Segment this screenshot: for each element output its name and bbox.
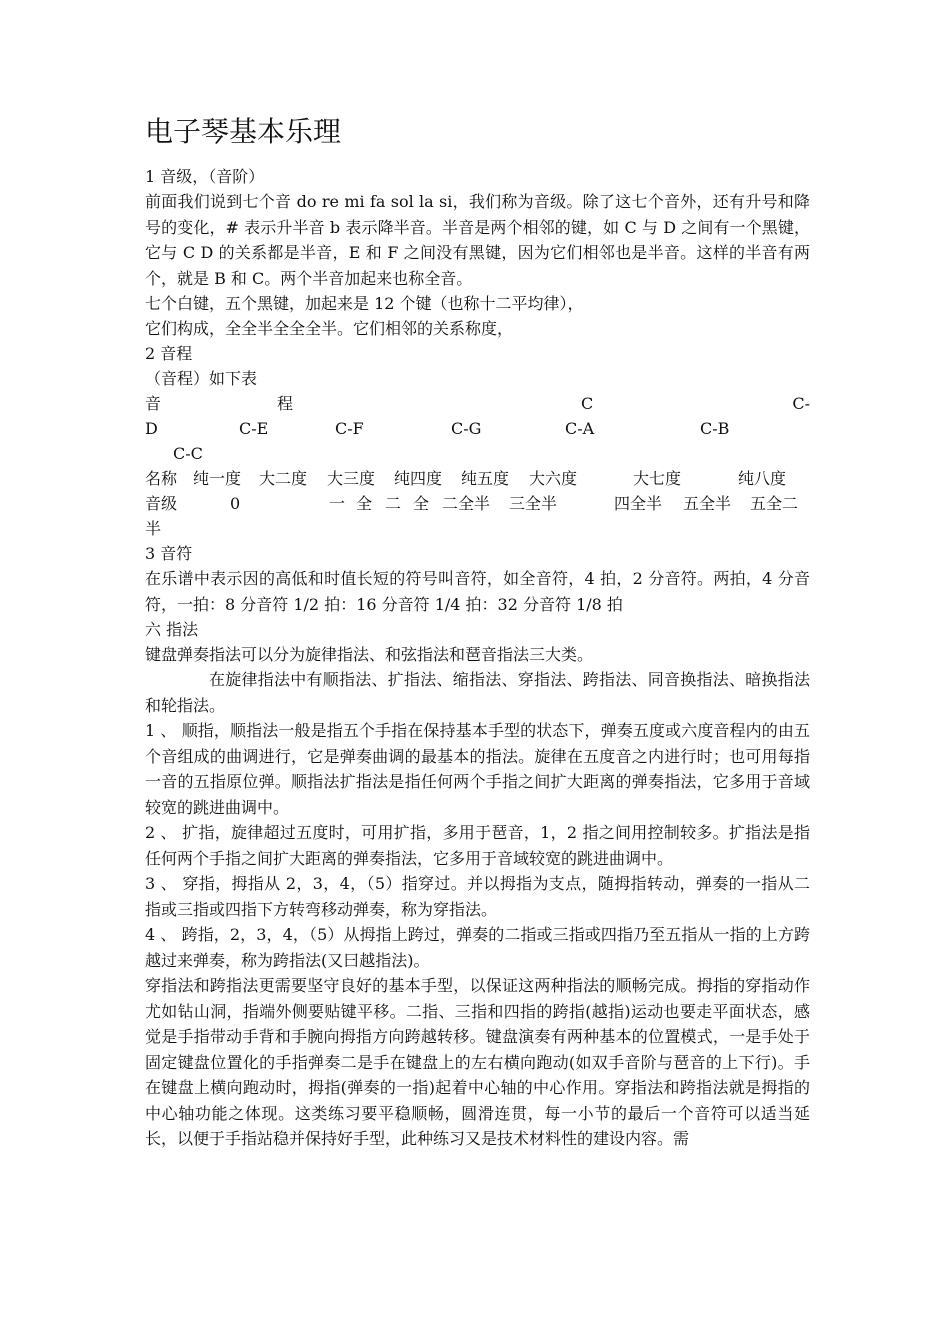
table-cell: C- bbox=[792, 394, 810, 413]
document-page bbox=[145, 112, 810, 1152]
page-title: 电子琴基本乐理 bbox=[145, 115, 342, 148]
table-cell: 大二度 bbox=[259, 469, 308, 488]
table-cell: 大六度 bbox=[529, 469, 578, 488]
interval-table-row-1 bbox=[145, 391, 810, 416]
interval-table-row-3 bbox=[145, 441, 810, 466]
table-cell: C-E bbox=[239, 419, 269, 438]
table-cell: C bbox=[581, 394, 594, 413]
table-cell: C-F bbox=[335, 419, 364, 438]
section-1-paragraph: 前面我们说到七个音 do re mi fa sol la si，我们称为音级。除了这七个音外，还有升号和降号的变化，# 表示升半音 b 表示降半音。半音是两个相邻的键，如 C 与 D 之间有一个黑键，它与 C D 的关系都是半音，E 和 F 之间没有黑键，因为它们相邻也是半音。这样的半音有两个，就是 B 和 C。两个半音加起来也称全音。 bbox=[145, 192, 810, 288]
table-cell: 0 bbox=[230, 494, 241, 513]
fingering-item-1: 1 、 顺指，顺指法一般是指五个手指在保持基本手型的状态下，弹奏五度或六度音程内的由五个音组成的曲调进行，它是弹奏曲调的最基本的指法。旋律在五度音之内进行时；也可用每指一音的五指原位弹。顺指法扩指法是指任何两个手指之间扩大距离的弹奏指法，它多用于音域较宽的跳进曲调中。 bbox=[145, 721, 810, 817]
table-cell: 音级 bbox=[145, 494, 178, 513]
section-1-structure-line: 它们构成，全全半全全全半。它们相邻的关系称度， bbox=[145, 319, 514, 338]
table-cell: 音 bbox=[145, 394, 162, 413]
section-2-heading: 2 音程 bbox=[145, 344, 193, 363]
table-cell: 大三度 bbox=[327, 469, 376, 488]
table-cell: C-G bbox=[451, 419, 482, 438]
section-6-melody-fingering: 在旋律指法中有顺指法、扩指法、缩指法、穿指法、跨指法、同音换指法、暗换指法和轮指法。 bbox=[145, 670, 810, 715]
section-6-intro: 键盘弹奏指法可以分为旋律指法、和弦指法和琶音指法三大类。 bbox=[145, 645, 594, 664]
section-2-intro: （音程）如下表 bbox=[145, 369, 258, 388]
section-6-closing-paragraph: 穿指法和跨指法更需要坚守良好的基本手型，以保证这两种指法的顺畅完成。拇指的穿指动作尤如钻山洞，指端外侧要贴键平移。二指、三指和四指的跨指(越指)运动也要走平面状态，感觉是手指带动手背和手腕向拇指方向跨越转移。键盘演奏有两种基本的位置模式，一是手处于固定键盘位置化的手指弹奏二是手在键盘上的左右横向跑动(如双手音阶与琶音的上下行)。手在键盘上横向跑动时，拇指(弹奏的一指)起着中心轴的中心作用。穿指法和跨指法就是拇指的中心轴功能之体现。这类练习要平稳顺畅，圆滑连贯，每一小节的最后一个音符可以适当延长，以便于手指站稳并保持好手型，此种练习又是技术材料性的建设内容。需 bbox=[145, 976, 810, 1148]
fingering-item-4: 4 、 跨指，2，3，4，（5）从拇指上跨过，弹奏的二指或三指或四指乃至五指从一指的上方跨越过来弹奏，称为跨指法(又曰越指法)。 bbox=[145, 925, 810, 970]
interval-table-row-4 bbox=[145, 466, 810, 491]
fingering-item-3: 3 、 穿指，拇指从 2，3，4，（5）指穿过。并以拇指为支点，随拇指转动，弹奏的一指从二指或三指或四指下方转弯移动弹奏，称为穿指法。 bbox=[145, 874, 810, 919]
interval-table-row-5 bbox=[145, 491, 810, 516]
section-1-heading: 1 音级，（音阶） bbox=[145, 167, 265, 186]
table-cell: 一 bbox=[329, 494, 346, 513]
fingering-item-2: 2 、 扩指，旋律超过五度时，可用扩指，多用于琶音，1，2 指之间用控制较多。扩指法是指任何两个手指之间扩大距离的弹奏指法，它多用于音域较宽的跳进曲调中。 bbox=[145, 823, 810, 868]
table-cell: 名称 bbox=[145, 469, 178, 488]
interval-table-row-2 bbox=[145, 416, 810, 441]
table-cell: C-B bbox=[700, 419, 730, 438]
table-cell: 四全半 bbox=[614, 494, 663, 513]
table-cell: 纯四度 bbox=[394, 469, 443, 488]
table-cell: 二 bbox=[385, 494, 402, 513]
table-cell: 全 bbox=[413, 494, 430, 513]
table-cell: C-A bbox=[565, 419, 595, 438]
table-cell: 半 bbox=[145, 519, 162, 538]
table-cell: 五全二 bbox=[750, 494, 799, 513]
table-cell: 纯八度 bbox=[738, 469, 787, 488]
table-cell: 全 bbox=[356, 494, 373, 513]
table-cell: 二全半 bbox=[442, 494, 491, 513]
section-6-heading: 六 指法 bbox=[145, 620, 199, 639]
table-cell: 五全半 bbox=[683, 494, 732, 513]
interval-table-row-6 bbox=[145, 516, 810, 541]
section-1-keys-line: 七个白键，五个黑键，加起来是 12 个键（也称十二平均律）， bbox=[145, 294, 584, 313]
table-cell: C-C bbox=[173, 444, 203, 463]
table-cell: 纯五度 bbox=[461, 469, 510, 488]
table-cell: 三全半 bbox=[509, 494, 558, 513]
table-cell: D bbox=[145, 419, 158, 438]
section-3-heading: 3 音符 bbox=[145, 544, 193, 563]
section-3-paragraph: 在乐谱中表示因的高低和时值长短的符号叫音符，如全音符，4 拍，2 分音符。两拍，4 分音符，一拍：8 分音符 1/2 拍：16 分音符 1/4 拍：32 分音符 1/8 拍 bbox=[145, 569, 810, 614]
table-cell: 大七度 bbox=[633, 469, 682, 488]
table-cell: 程 bbox=[277, 394, 294, 413]
table-cell: 纯一度 bbox=[193, 469, 242, 488]
